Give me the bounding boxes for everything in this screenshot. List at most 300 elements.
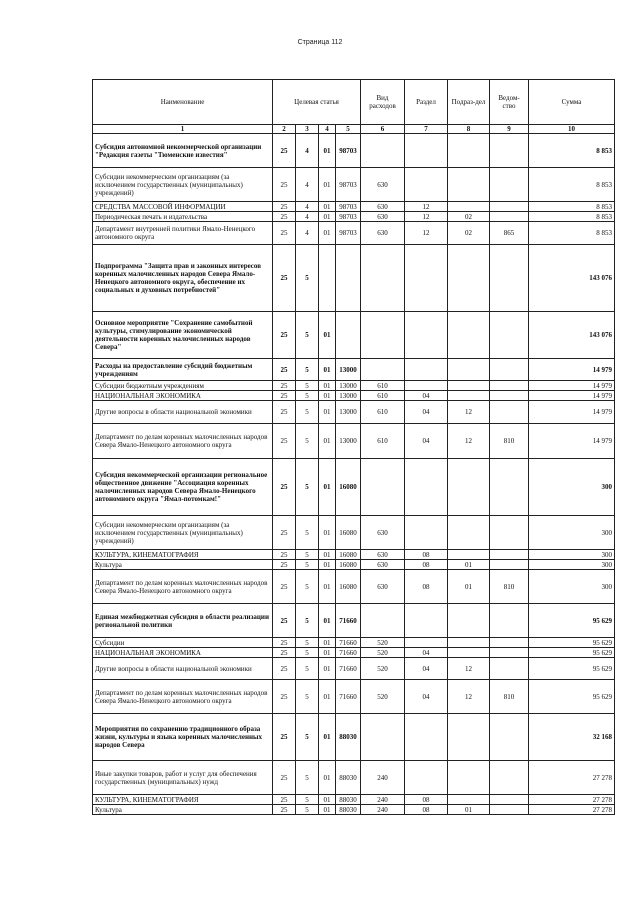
target-code-1: 25 [273,212,296,222]
table-body [93,134,615,815]
table-row [93,761,615,795]
subsection-cell [448,134,490,168]
subsection-cell [448,381,490,391]
target-code-3: 01 [319,424,336,459]
target-code-1: 25 [273,245,296,312]
sum-cell: 95 629 [529,638,615,648]
subsection-cell [448,459,490,516]
section-cell: 12 [405,202,448,212]
expense-type-cell: 520 [361,638,405,648]
table-row [93,570,615,604]
sum-cell: 8 853 [529,134,615,168]
subsection-cell: 12 [448,424,490,459]
target-code-1: 25 [273,560,296,570]
department-cell: 810 [490,680,529,714]
department-cell [490,805,529,815]
row-name: КУЛЬТУРА, КИНЕМАТОГРАФИЯ [93,550,273,560]
table-row [93,648,615,658]
section-cell [405,459,448,516]
subsection-cell: 02 [448,212,490,222]
sum-cell: 27 278 [529,795,615,805]
target-code-1: 25 [273,658,296,680]
table-row [93,134,615,168]
target-code-4: 13000 [336,401,361,424]
section-cell: 04 [405,680,448,714]
row-name: Единая межбюджетная субсидия в области реализации региональной политики [93,604,273,638]
subsection-cell: 12 [448,658,490,680]
target-code-1: 25 [273,168,296,202]
section-cell: 08 [405,570,448,604]
department-cell [490,648,529,658]
table-row [93,680,615,714]
row-name: Другие вопросы в области национальной экономики [93,658,273,680]
expense-type-cell: 630 [361,516,405,550]
expense-type-cell: 630 [361,202,405,212]
section-cell: 04 [405,424,448,459]
section-cell [405,245,448,312]
table-row [93,245,615,312]
target-code-2: 5 [296,648,319,658]
target-code-4: 71660 [336,680,361,714]
column-number: 1 [93,125,273,134]
column-number-row [93,125,615,134]
target-code-4: 98703 [336,202,361,212]
subsection-cell [448,359,490,381]
target-code-4: 98703 [336,134,361,168]
section-cell: 04 [405,401,448,424]
expense-type-cell: 240 [361,761,405,795]
target-code-1: 25 [273,391,296,401]
department-cell: 810 [490,424,529,459]
expense-type-cell: 630 [361,168,405,202]
target-code-3: 01 [319,168,336,202]
target-code-2: 5 [296,401,319,424]
target-code-2: 4 [296,212,319,222]
target-code-4: 13000 [336,381,361,391]
column-number: 3 [296,125,319,134]
target-code-4: 16080 [336,550,361,560]
target-code-4: 71660 [336,658,361,680]
table-row [93,560,615,570]
target-code-4: 16080 [336,459,361,516]
row-name: Субсидия некоммерческой организации региональное общественное движение "Ассоциация коренных малочисленных народов Севера Ямало-Ненецкого автономного округа "Ямал-потомкам!" [93,459,273,516]
target-code-4: 13000 [336,424,361,459]
target-code-4: 88030 [336,805,361,815]
target-code-4: 88030 [336,795,361,805]
target-code-2: 5 [296,245,319,312]
target-code-4 [336,245,361,312]
table-row [93,312,615,359]
expense-type-cell: 630 [361,570,405,604]
target-code-1: 25 [273,550,296,560]
expense-type-cell [361,359,405,381]
expense-type-cell [361,245,405,312]
subsection-cell [448,648,490,658]
target-code-4: 98703 [336,212,361,222]
expense-type-cell: 630 [361,550,405,560]
sum-cell: 95 629 [529,658,615,680]
target-code-2: 5 [296,604,319,638]
expense-type-cell: 240 [361,795,405,805]
header-target-article: Целевая статья [273,80,361,125]
row-name: Субсидии некоммерческим организациям (за исключением государственных (муниципальных) учреждений) [93,516,273,550]
target-code-1: 25 [273,202,296,212]
target-code-2: 4 [296,134,319,168]
sum-cell: 8 853 [529,212,615,222]
table-row [93,604,615,638]
department-cell [490,560,529,570]
row-name: Мероприятия по сохранению традиционного образа жизни, культуры и языка коренных малочисленных народов Севера [93,714,273,761]
table-row [93,168,615,202]
target-code-4: 88030 [336,714,361,761]
section-cell: 12 [405,212,448,222]
department-cell [490,761,529,795]
target-code-3: 01 [319,648,336,658]
department-cell [490,604,529,638]
table-row [93,359,615,381]
subsection-cell: 01 [448,805,490,815]
subsection-cell [448,391,490,401]
sum-cell: 300 [529,560,615,570]
expense-type-cell [361,459,405,516]
target-code-3: 01 [319,134,336,168]
expense-type-cell: 630 [361,560,405,570]
sum-cell: 8 853 [529,222,615,245]
expense-type-cell [361,714,405,761]
row-name: Периодическая печать и издательства [93,212,273,222]
row-name: Субсидии бюджетным учреждениям [93,381,273,391]
subsection-cell: 01 [448,560,490,570]
target-code-3: 01 [319,570,336,604]
target-code-3: 01 [319,805,336,815]
department-cell [490,168,529,202]
expense-type-cell: 520 [361,680,405,714]
row-name: Департамент по делам коренных малочисленных народов Севера Ямало-Ненецкого автономного округа [93,680,273,714]
row-name: СРЕДСТВА МАССОВОЙ ИНФОРМАЦИИ [93,202,273,212]
table-row [93,805,615,815]
target-code-3: 01 [319,658,336,680]
target-code-2: 5 [296,560,319,570]
expense-type-cell: 610 [361,391,405,401]
department-cell [490,391,529,401]
target-code-4: 16080 [336,570,361,604]
target-code-2: 5 [296,424,319,459]
row-name: НАЦИОНАЛЬНАЯ ЭКОНОМИКА [93,648,273,658]
target-code-3: 01 [319,401,336,424]
target-code-1: 25 [273,459,296,516]
target-code-1: 25 [273,222,296,245]
sum-cell: 95 629 [529,680,615,714]
department-cell [490,245,529,312]
expense-type-cell [361,604,405,638]
target-code-4: 16080 [336,560,361,570]
target-code-2: 5 [296,516,319,550]
target-code-3 [319,245,336,312]
target-code-2: 5 [296,805,319,815]
table-row [93,459,615,516]
target-code-2: 5 [296,658,319,680]
target-code-2: 4 [296,168,319,202]
section-cell: 04 [405,648,448,658]
table-row [93,795,615,805]
header-subsection: Подраз-дел [448,80,490,125]
column-number: 4 [319,125,336,134]
header-sum: Сумма [529,80,615,125]
section-cell [405,134,448,168]
department-cell [490,550,529,560]
row-name: Другие вопросы в области национальной экономики [93,401,273,424]
subsection-cell: 01 [448,570,490,604]
target-code-1: 25 [273,516,296,550]
table-row [93,638,615,648]
section-cell [405,168,448,202]
subsection-cell: 12 [448,680,490,714]
target-code-3: 01 [319,714,336,761]
subsection-cell [448,516,490,550]
target-code-3: 01 [319,680,336,714]
subsection-cell [448,312,490,359]
subsection-cell [448,795,490,805]
section-cell [405,761,448,795]
sum-cell: 14 979 [529,359,615,381]
section-cell: 08 [405,560,448,570]
target-code-2: 5 [296,714,319,761]
target-code-3: 01 [319,359,336,381]
department-cell [490,312,529,359]
page-header: Страница 112 [297,39,343,46]
subsection-cell [448,550,490,560]
section-cell [405,312,448,359]
target-code-1: 25 [273,604,296,638]
target-code-4: 98703 [336,168,361,202]
department-cell [490,714,529,761]
row-name: НАЦИОНАЛЬНАЯ ЭКОНОМИКА [93,391,273,401]
target-code-1: 25 [273,714,296,761]
section-cell [405,359,448,381]
sum-cell: 8 853 [529,202,615,212]
header-section: Раздел [405,80,448,125]
target-code-4: 98703 [336,222,361,245]
department-cell [490,134,529,168]
header-name: Наименование [93,80,273,125]
row-name: Департамент по делам коренных малочисленных народов Севера Ямало-Ненецкого автономного округа [93,570,273,604]
section-cell: 08 [405,550,448,560]
table-row [93,202,615,212]
target-code-1: 25 [273,134,296,168]
row-name: Расходы на предоставление субсидий бюджетным учреждениям [93,359,273,381]
header-expense-type: Вид расходов [361,80,405,125]
target-code-1: 25 [273,638,296,648]
column-number: 2 [273,125,296,134]
target-code-3: 01 [319,381,336,391]
target-code-3: 01 [319,312,336,359]
expense-type-cell: 630 [361,222,405,245]
row-name: Субсидии [93,638,273,648]
section-cell [405,381,448,391]
target-code-4: 16080 [336,516,361,550]
target-code-2: 5 [296,550,319,560]
row-name: Подпрограмма "Защита прав и законных интересов коренных малочисленных народов Севера Ямало-Ненецкого автономного округа, обеспечение их социальных и духовных потребностей" [93,245,273,312]
expense-type-cell: 610 [361,401,405,424]
table-row [93,212,615,222]
target-code-1: 25 [273,424,296,459]
target-code-1: 25 [273,312,296,359]
department-cell [490,381,529,391]
table-row [93,391,615,401]
target-code-4: 71660 [336,648,361,658]
table-row [93,516,615,550]
subsection-cell [448,761,490,795]
section-cell [405,604,448,638]
row-name: Культура [93,805,273,815]
subsection-cell: 12 [448,401,490,424]
target-code-2: 5 [296,312,319,359]
expense-type-cell [361,312,405,359]
subsection-cell [448,604,490,638]
sum-cell: 95 629 [529,604,615,638]
department-cell: 810 [490,570,529,604]
table-row [93,424,615,459]
target-code-2: 5 [296,381,319,391]
sum-cell: 143 076 [529,312,615,359]
header-department: Ведом-ство [490,80,529,125]
sum-cell: 14 979 [529,424,615,459]
target-code-4: 71660 [336,604,361,638]
section-cell: 04 [405,658,448,680]
target-code-1: 25 [273,648,296,658]
section-cell: 04 [405,391,448,401]
target-code-1: 25 [273,570,296,604]
column-number: 5 [336,125,361,134]
target-code-3: 01 [319,560,336,570]
row-name: Субсидия автономной некоммерческой организации "Редакция газеты "Тюменские известия" [93,134,273,168]
target-code-2: 5 [296,391,319,401]
table-row [93,658,615,680]
target-code-1: 25 [273,381,296,391]
row-name: КУЛЬТУРА, КИНЕМАТОГРАФИЯ [93,795,273,805]
subsection-cell [448,638,490,648]
row-name: Основное мероприятие "Сохранение самобытной культуры, стимулирование экономической деятельности коренных малочисленных народов Севера" [93,312,273,359]
sum-cell: 27 278 [529,805,615,815]
expense-type-cell: 610 [361,381,405,391]
target-code-2: 5 [296,359,319,381]
target-code-4: 13000 [336,391,361,401]
row-name: Иные закупки товаров, работ и услуг для обеспечения государственных (муниципальных) нужд [93,761,273,795]
target-code-2: 4 [296,222,319,245]
target-code-2: 5 [296,638,319,648]
expense-type-cell: 520 [361,658,405,680]
target-code-1: 25 [273,359,296,381]
target-code-2: 5 [296,570,319,604]
department-cell [490,638,529,648]
table-row [93,222,615,245]
target-code-4: 13000 [336,359,361,381]
subsection-cell [448,168,490,202]
table-row [93,714,615,761]
column-number: 9 [490,125,529,134]
row-name: Департамент по делам коренных малочисленных народов Севера Ямало-Ненецкого автономного округа [93,424,273,459]
target-code-1: 25 [273,805,296,815]
target-code-3: 01 [319,459,336,516]
department-cell [490,795,529,805]
sum-cell: 300 [529,550,615,560]
target-code-2: 4 [296,202,319,212]
sum-cell: 143 076 [529,245,615,312]
sum-cell: 95 629 [529,648,615,658]
row-name: Департамент внутренней политики Ямало-Ненецкого автономного округа [93,222,273,245]
target-code-2: 5 [296,680,319,714]
department-cell [490,212,529,222]
row-name: Культура [93,560,273,570]
subsection-cell: 02 [448,222,490,245]
sum-cell: 8 853 [529,168,615,202]
sum-cell: 14 979 [529,381,615,391]
section-cell: 12 [405,222,448,245]
column-number: 7 [405,125,448,134]
target-code-3: 01 [319,212,336,222]
target-code-4: 71660 [336,638,361,648]
section-cell: 08 [405,805,448,815]
target-code-3: 01 [319,222,336,245]
sum-cell: 300 [529,459,615,516]
table-row [93,550,615,560]
subsection-cell [448,714,490,761]
expense-type-cell: 240 [361,805,405,815]
sum-cell: 27 278 [529,761,615,795]
expense-type-cell [361,134,405,168]
target-code-2: 5 [296,761,319,795]
target-code-2: 5 [296,795,319,805]
subsection-cell [448,202,490,212]
department-cell [490,359,529,381]
department-cell [490,401,529,424]
section-cell [405,638,448,648]
expense-type-cell: 610 [361,424,405,459]
table-row [93,381,615,391]
target-code-1: 25 [273,680,296,714]
department-cell: 865 [490,222,529,245]
target-code-1: 25 [273,795,296,805]
sum-cell: 300 [529,570,615,604]
table-header [93,80,615,134]
department-cell [490,658,529,680]
column-number: 8 [448,125,490,134]
target-code-3: 01 [319,550,336,560]
target-code-4: 88030 [336,761,361,795]
section-cell [405,714,448,761]
target-code-3: 01 [319,604,336,638]
column-number: 6 [361,125,405,134]
target-code-1: 25 [273,401,296,424]
department-cell [490,516,529,550]
section-cell [405,516,448,550]
sum-cell: 32 168 [529,714,615,761]
row-name: Субсидии некоммерческим организациям (за исключением государственных (муниципальных) учреждений) [93,168,273,202]
department-cell [490,459,529,516]
target-code-3: 01 [319,202,336,212]
sum-cell: 14 979 [529,401,615,424]
target-code-3: 01 [319,638,336,648]
sum-cell: 14 979 [529,391,615,401]
target-code-3: 01 [319,391,336,401]
table-row [93,401,615,424]
section-cell: 08 [405,795,448,805]
target-code-2: 5 [296,459,319,516]
expense-type-cell: 520 [361,648,405,658]
target-code-1: 25 [273,761,296,795]
expense-type-cell: 630 [361,212,405,222]
target-code-4 [336,312,361,359]
